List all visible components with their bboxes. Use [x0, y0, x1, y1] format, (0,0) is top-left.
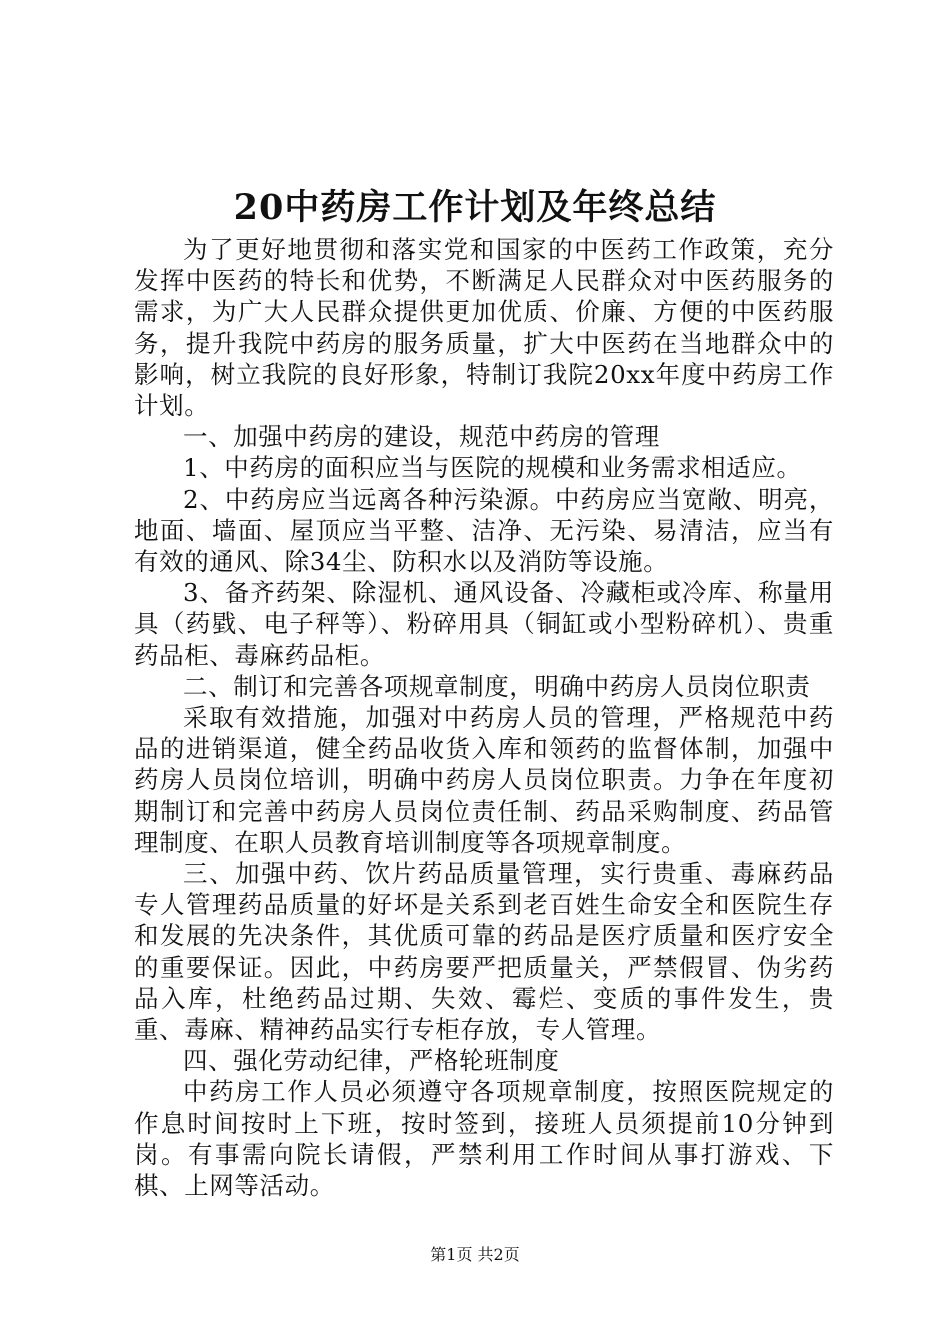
- section-heading-2: 二、制订和完善各项规章制度，明确中药房人员岗位职责: [183, 671, 811, 701]
- page-number-footer: 第1页 共2页: [430, 1245, 520, 1264]
- section-heading-1: 一、加强中药房的建设，规范中药房的管理: [183, 422, 660, 452]
- paragraph-intro: 为了更好地贯彻和落实党和国家的中医药工作政策，充分发挥中医药的特长和优势，不断满足人民群众对中医药服务的需求，为广大人民群众提供更加优质、价廉、方便的中医药服务，提升我院中药房的服务质量，扩大中医药在当地群众中的影响，树立我院的良好形象，特制订我院20xx年度中药房工作计划。: [134, 235, 834, 421]
- list-item-3: 3、备齐药架、除湿机、通风设备、冷藏柜或冷库、称量用具（药戥、电子秤等）、粉碎用具（铜缸或小型粉碎机）、贵重药品柜、毒麻药品柜。: [134, 578, 834, 670]
- document-body: [134, 234, 834, 1201]
- list-item-1: 1、中药房的面积应当与医院的规模和业务需求相适应。: [183, 453, 802, 483]
- section-heading-4: 四、强化劳动纪律，严格轮班制度: [183, 1046, 560, 1076]
- document-title: 20中药房工作计划及年终总结: [233, 187, 717, 228]
- paragraph-section-3: 三、加强中药、饮片药品质量管理，实行贵重、毒麻药品专人管理药品质量的好坏是关系到老百姓生命安全和医院生存和发展的先决条件，其优质可靠的药品是医疗质量和医疗安全的重要保证。因此，中药房要严把质量关，严禁假冒、伪劣药品入库，杜绝药品过期、失效、霉烂、变质的事件发生，贵重、毒麻、精神药品实行专柜存放，专人管理。: [134, 859, 834, 1045]
- list-item-2: 2、中药房应当远离各种污染源。中药房应当宽敞、明亮，地面、墙面、屋顶应当平整、洁净、无污染、易清洁，应当有有效的通风、除34尘、防积水以及消防等设施。: [134, 484, 834, 577]
- paragraph-section-2: 采取有效措施，加强对中药房人员的管理，严格规范中药品的进销渠道，健全药品收货入库和领药的监督体制，加强中药房人员岗位培训，明确中药房人员岗位职责。力争在年度初期制订和完善中药房人员岗位责任制、药品采购制度、药品管理制度、在职人员教育培训制度等各项规章制度。: [134, 703, 834, 857]
- paragraph-section-4: 中药房工作人员必须遵守各项规章制度，按照医院规定的作息时间按时上下班，按时签到，接班人员须提前10分钟到岗。有事需向院长请假，严禁利用工作时间从事打游戏、下棋、上网等活动。: [134, 1077, 834, 1201]
